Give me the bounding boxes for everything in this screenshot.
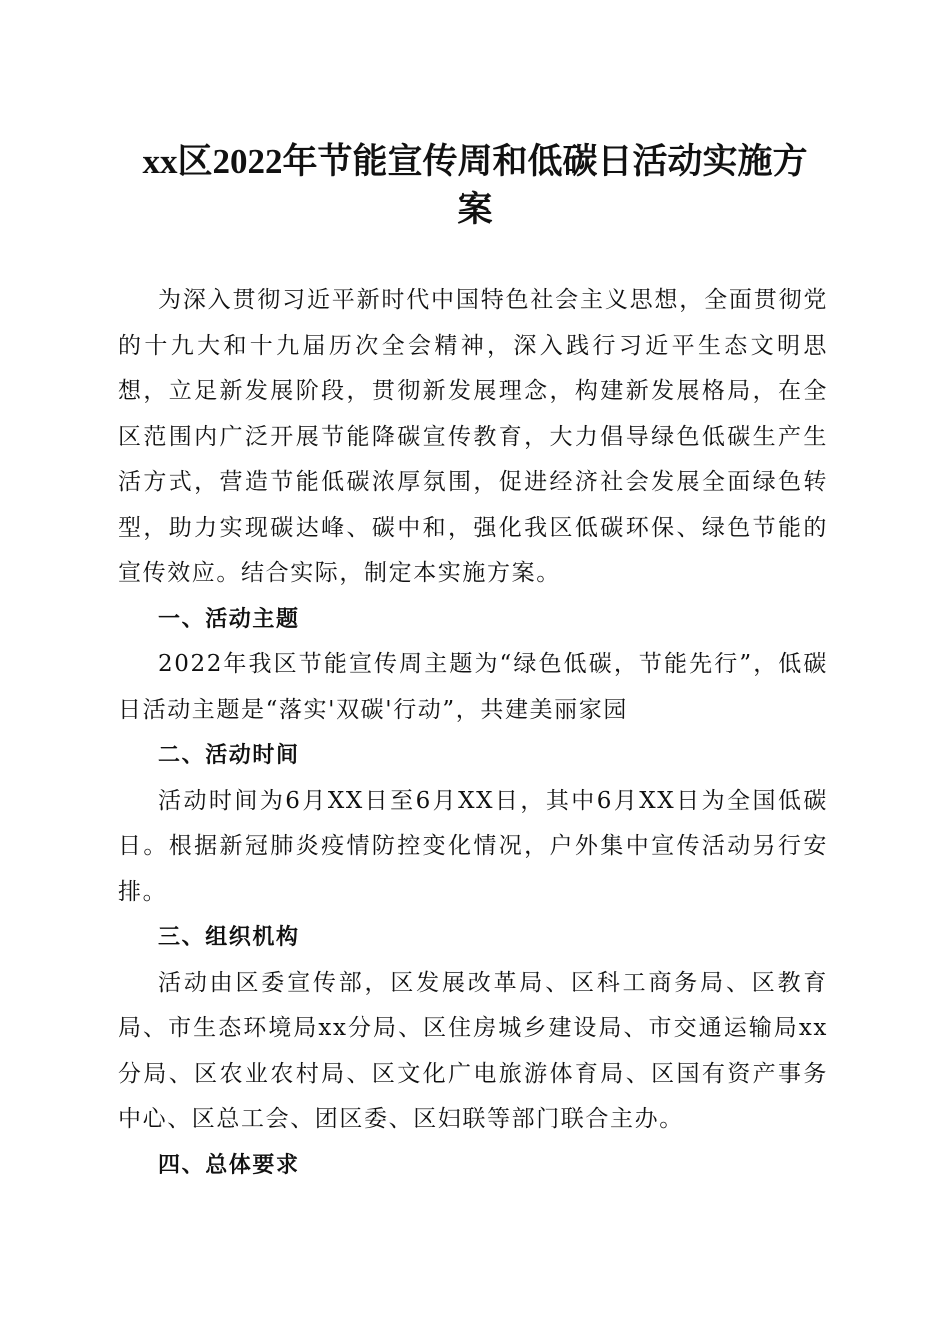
section-heading-time: 二、活动时间 [158,743,300,768]
document-body [118,278,828,1188]
title-line-1: xx区2022年节能宣传周和低碳日活动实施方 [142,142,808,181]
document-title [110,138,840,234]
section-heading-theme: 一、活动主题 [158,606,300,632]
section-text-theme: 2022年我区节能宣传周主题为“绿色低碳，节能先行”，低碳日活动主题是“落实'双碳'行动”，共建美丽家园 [118,651,828,723]
section-heading-requirements: 四、总体要求 [158,1152,300,1178]
section-text-time: 活动时间为6月XX日至6月XX日，其中6月XX日为全国低碳日。根据新冠肺炎疫情防控变化情况，户外集中宣传活动另行安排。 [118,787,828,905]
title-line-2: 案 [457,190,493,229]
section-heading-organization: 三、组织机构 [158,925,300,950]
intro-paragraph: 为深入贯彻习近平新时代中国特色社会主义思想，全面贯彻党的十九大和十九届历次全会精神，深入践行习近平生态文明思想，立足新发展阶段，贯彻新发展理念，构建新发展格局，在全区范围内广泛开展节能降碳宣传教育，大力倡导绿色低碳生产生活方式，营造节能低碳浓厚氛围，促进经济社会发展全面绿色转型，助力实现碳达峰、碳中和，强化我区低碳环保、绿色节能的宣传效应。结合实际，制定本实施方案。 [118,287,828,586]
section-text-organization: 活动由区委宣传部，区发展改革局、区科工商务局、区教育局、市生态环境局xx分局、区住房城乡建设局、市交通运输局xx分局、区农业农村局、区文化广电旅游体育局、区国有资产事务中心、区总工会、团区委、区妇联等部门联合主办。 [118,969,828,1132]
